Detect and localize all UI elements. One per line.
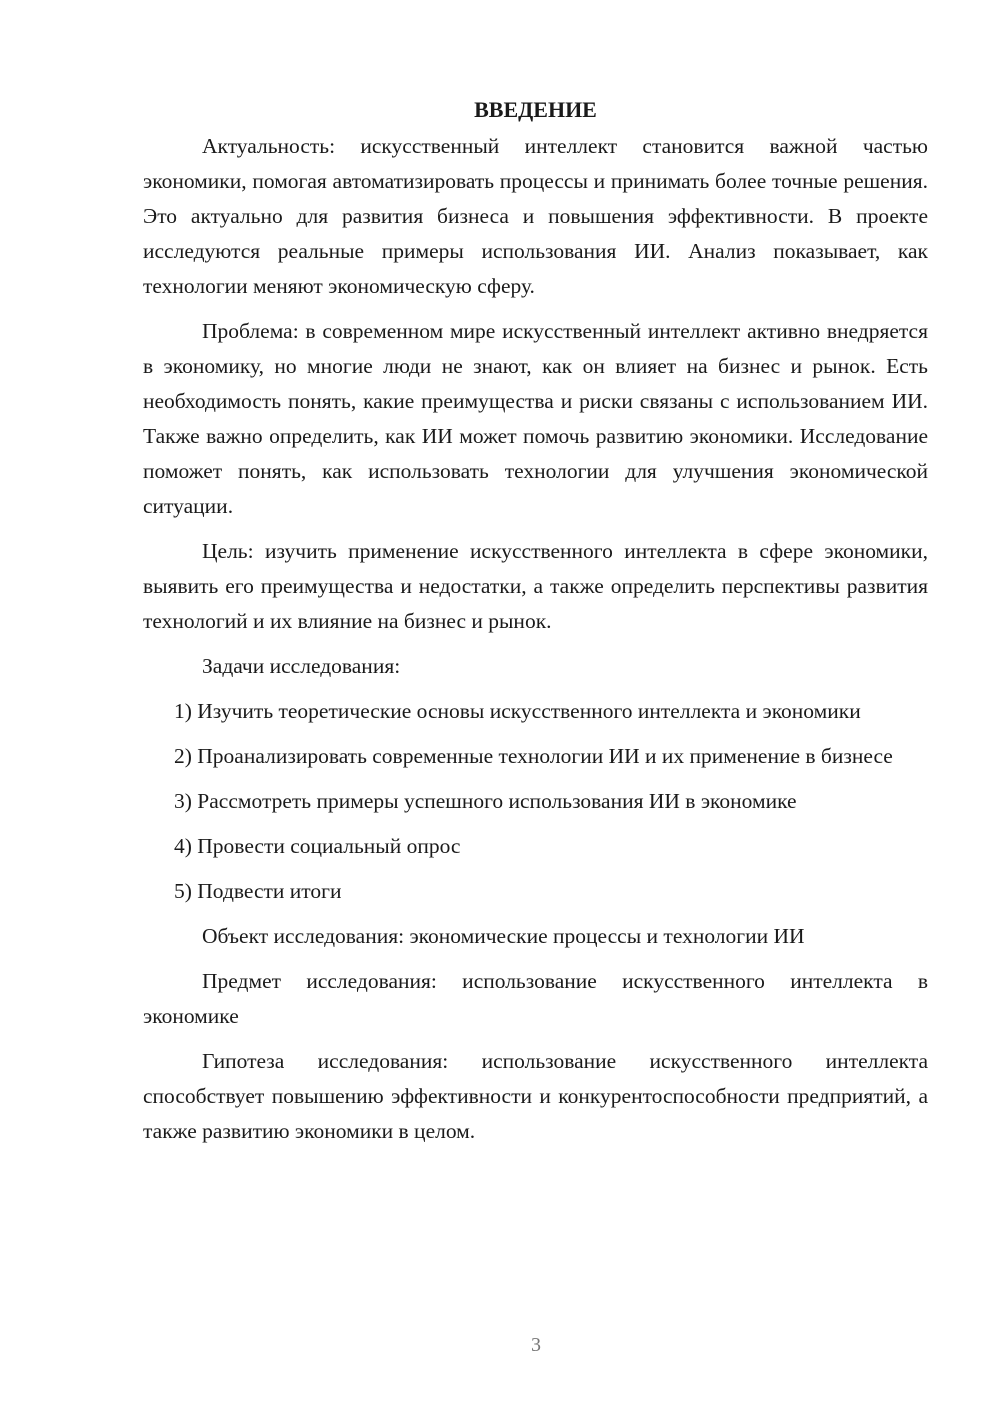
task-item: 3) Рассмотреть примеры успешного использования ИИ в экономике [174, 789, 797, 813]
hypothesis-paragraph: Гипотеза исследования: использование искусственного интеллекта способствует повышению эффективности и конкурентоспособности предприятий, а также развитию экономики в целом. [143, 1049, 928, 1143]
relevance-paragraph: Актуальность: искусственный интеллект становится важной частью экономики, помогая автоматизировать процессы и принимать более точные решения. Это актуально для развития бизнеса и повышения эффективности. В проекте исследуются реальные примеры использования ИИ. Анализ показывает, как технологии меняют экономическую сферу. [143, 134, 928, 298]
problem-paragraph: Проблема: в современном мире искусственный интеллект активно внедряется в экономику, но многие люди не знают, как он влияет на бизнес и рынок. Есть необходимость понять, какие преимущества и риски связаны с использованием ИИ. Также важно определить, как ИИ может помочь развитию экономики. Исследование поможет понять, как использовать технологии для улучшения экономической ситуации. [143, 319, 928, 518]
document-page [143, 92, 928, 1159]
task-item: 1) Изучить теоретические основы искусственного интеллекта и экономики [174, 699, 861, 723]
object-paragraph: Объект исследования: экономические процессы и технологии ИИ [202, 924, 805, 948]
tasks-title: Задачи исследования: [202, 654, 401, 678]
section-heading: ВВЕДЕНИЕ [474, 97, 597, 122]
page-number: 3 [531, 1334, 541, 1356]
task-item: 4) Провести социальный опрос [174, 834, 461, 858]
goal-paragraph: Цель: изучить применение искусственного интеллекта в сфере экономики, выявить его преимущества и недостатки, а также определить перспективы развития технологий и их влияние на бизнес и рынок. [143, 539, 928, 633]
subject-paragraph: Предмет исследования: использование искусственного интеллекта в экономике [143, 969, 928, 1028]
task-item: 2) Проанализировать современные технологии ИИ и их применение в бизнесе [174, 744, 893, 768]
task-item: 5) Подвести итоги [174, 879, 342, 903]
